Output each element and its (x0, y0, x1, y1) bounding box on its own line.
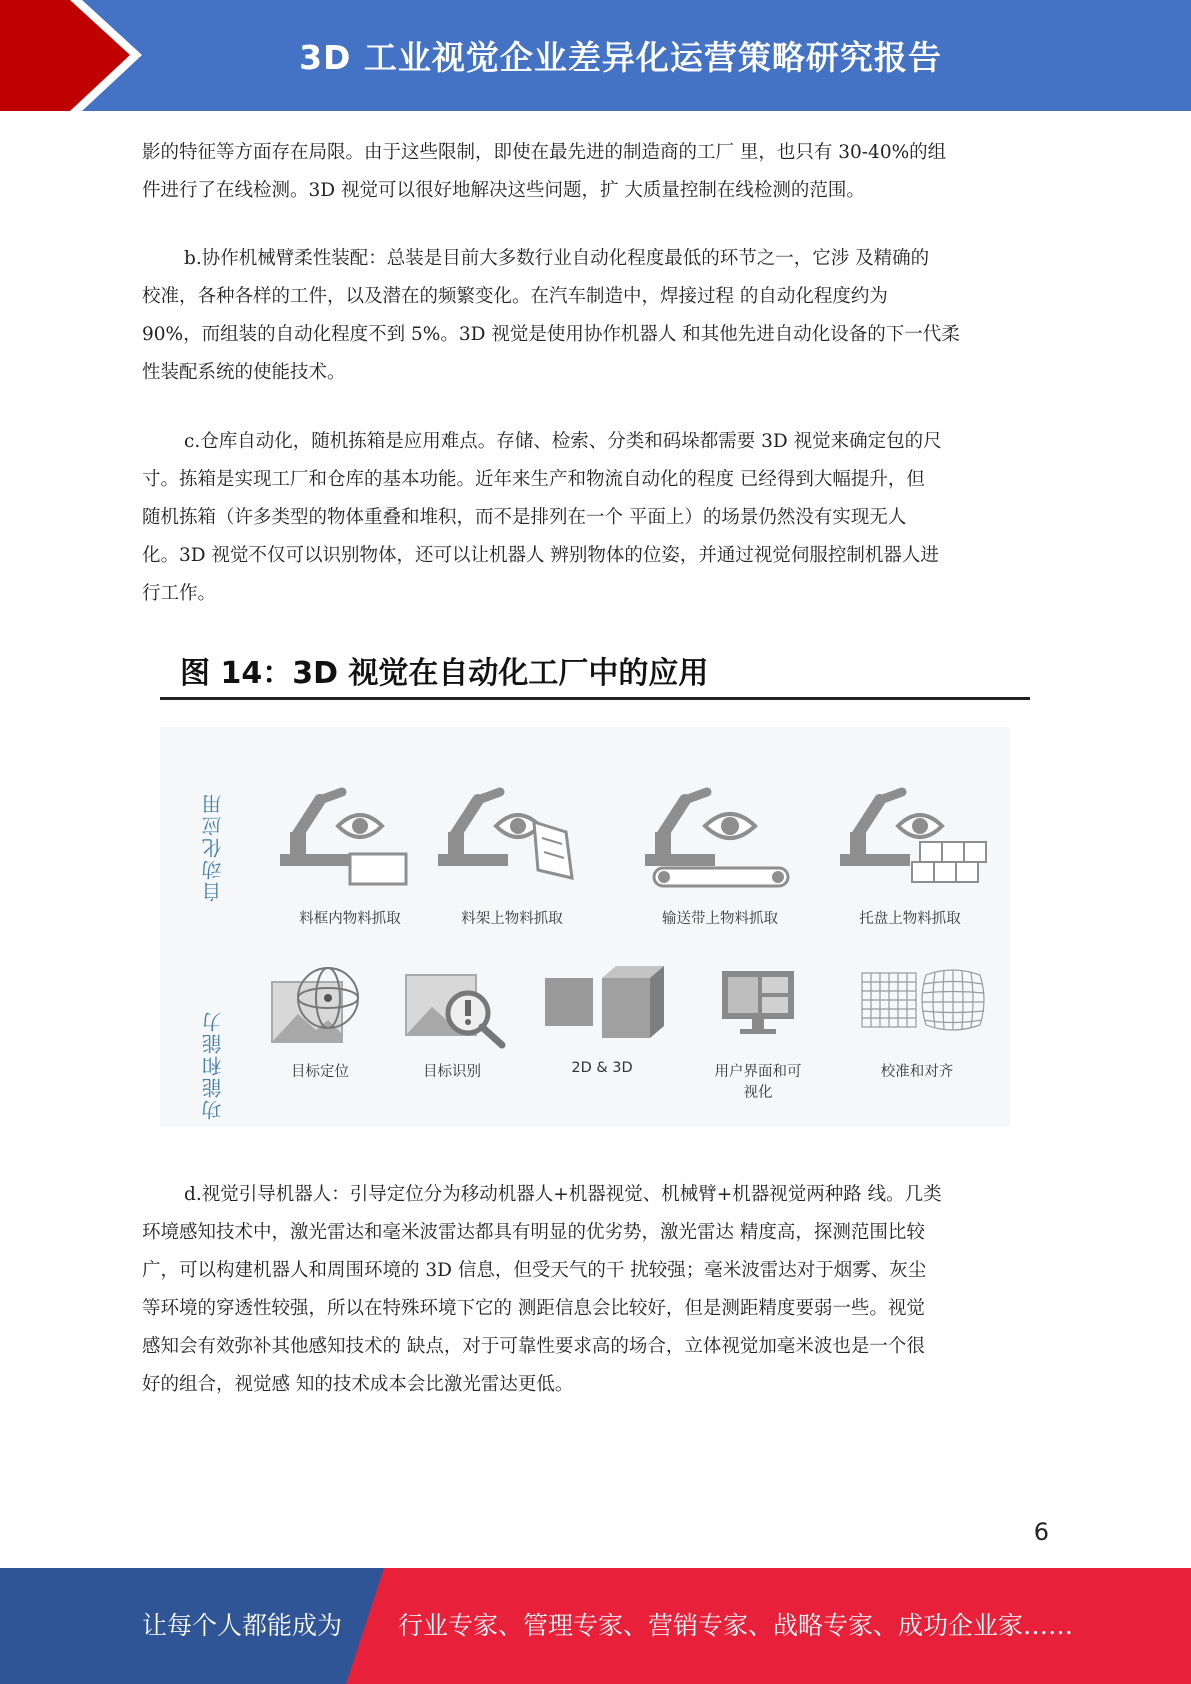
caption-bin-picking: 料框内物料抓取 (299, 911, 401, 927)
caption-target-locating: 目标定位 (291, 1064, 349, 1080)
text-line: 寸。拣箱是实现工厂和仓库的基本功能。近年来生产和物流自动化的程度 已经得到大幅提升，但 (142, 469, 925, 490)
caption-conveyor-picking: 输送带上物料抓取 (662, 911, 778, 927)
footer-bar (0, 1568, 1191, 1684)
text-line: 环境感知技术中，激光雷达和毫米波雷达都具有明显的优劣势，激光雷达 精度高，探测范围比较 (142, 1222, 925, 1243)
text-line: d.视觉引导机器人：引导定位分为移动机器人+机器视觉、机械臂+机器视觉两种路 线。几类 (184, 1184, 942, 1205)
footer-slogan-left: 让每个人都能成为 (142, 1611, 343, 1640)
text-line: c.仓库自动化，随机拣箱是应用难点。存储、检索、分类和码垛都需要 3D 视觉来确定包的尺 (184, 431, 942, 452)
robot-rack-picking-icon (438, 782, 578, 897)
text-line: 90%，而组装的自动化程度不到 5%。3D 视觉是使用协作机器人 和其他先进自动化设备的下一代柔 (142, 324, 960, 345)
paragraph-d (142, 1176, 1047, 1404)
target-locating-icon (268, 964, 368, 1054)
robot-bin-picking-icon (280, 782, 410, 897)
text-line: 行工作。 (142, 583, 217, 604)
header-bar (0, 0, 1191, 111)
target-recognition-icon (402, 967, 512, 1057)
text-line: 随机拣箱（许多类型的物体重叠和堆积，而不是排列在一个 平面上）的场景仍然没有实现无人 (142, 507, 907, 528)
page-number: 6 (1033, 1518, 1049, 1546)
text-line: 好的组合，视觉感 知的技术成本会比激光雷达更低。 (142, 1374, 574, 1395)
figure-title-rule (160, 697, 1030, 700)
caption-2d-3d: 2D & 3D (571, 1060, 633, 1076)
paragraph-a-continued (142, 134, 1047, 210)
text-line: 影的特征等方面存在局限。由于这些限制，即使在最先进的制造商的工厂 里，也只有 30-40%的组 (142, 142, 947, 163)
figure-title: 图 14：3D 视觉在自动化工厂中的应用 (180, 656, 709, 691)
robot-pallet-picking-icon (840, 782, 990, 897)
caption-rack-picking: 料架上物料抓取 (461, 911, 563, 927)
text-line: 化。3D 视觉不仅可以识别物体，还可以让机器人 辨别物体的位姿，并通过视觉伺服控制机器人进 (142, 545, 939, 566)
caption-pallet-picking: 托盘上物料抓取 (859, 911, 961, 927)
calibration-grid-icon (860, 967, 990, 1037)
caption-target-recognition: 目标识别 (423, 1064, 481, 1080)
figure-14 (140, 642, 1030, 1136)
text-line: 性装配系统的使能技术。 (142, 362, 346, 383)
text-line: 校准，各种各样的工件，以及潜在的频繁变化。在汽车制造中，焊接过程 的自动化程度约为 (142, 286, 888, 307)
caption-user-interface: 用户界面和可视化 (714, 1064, 802, 1101)
row-label-capabilities: 功能和能力 (201, 1010, 225, 1120)
text-line: b.协作机械臂柔性装配：总装是目前大多数行业自动化程度最低的环节之一，它涉 及精确的 (184, 248, 930, 269)
robot-conveyor-picking-icon (640, 782, 800, 897)
text-line: 件进行了在线检测。3D 视觉可以很好地解决这些问题，扩 大质量控制在线检测的范围。 (142, 180, 865, 201)
text-line: 等环境的穿透性较强，所以在特殊环境下它的 测距信息会比较好，但是测距精度要弱一些。视觉 (142, 1298, 925, 1319)
paragraph-c (142, 423, 1047, 613)
2d-3d-icon (540, 960, 670, 1040)
paragraph-b (142, 240, 1047, 392)
report-title: 3D 工业视觉企业差异化运营策略研究报告 (299, 38, 942, 77)
footer-slogan-right: 行业专家、管理专家、营销专家、战略专家、成功企业家…… (398, 1611, 1074, 1640)
text-line: 广，可以构建机器人和周围环境的 3D 信息，但受天气的干 扰较强；毫米波雷达对于烟雾、灰尘 (142, 1260, 927, 1281)
header-arrow-decoration (0, 0, 150, 111)
text-line: 感知会有效弥补其他感知技术的 缺点，对于可靠性要求高的场合，立体视觉加毫米波也是一个很 (142, 1336, 925, 1357)
user-interface-icon (718, 967, 798, 1037)
row-label-automation: 自动化应用 (201, 792, 225, 902)
caption-calibration: 校准和对齐 (880, 1064, 954, 1080)
